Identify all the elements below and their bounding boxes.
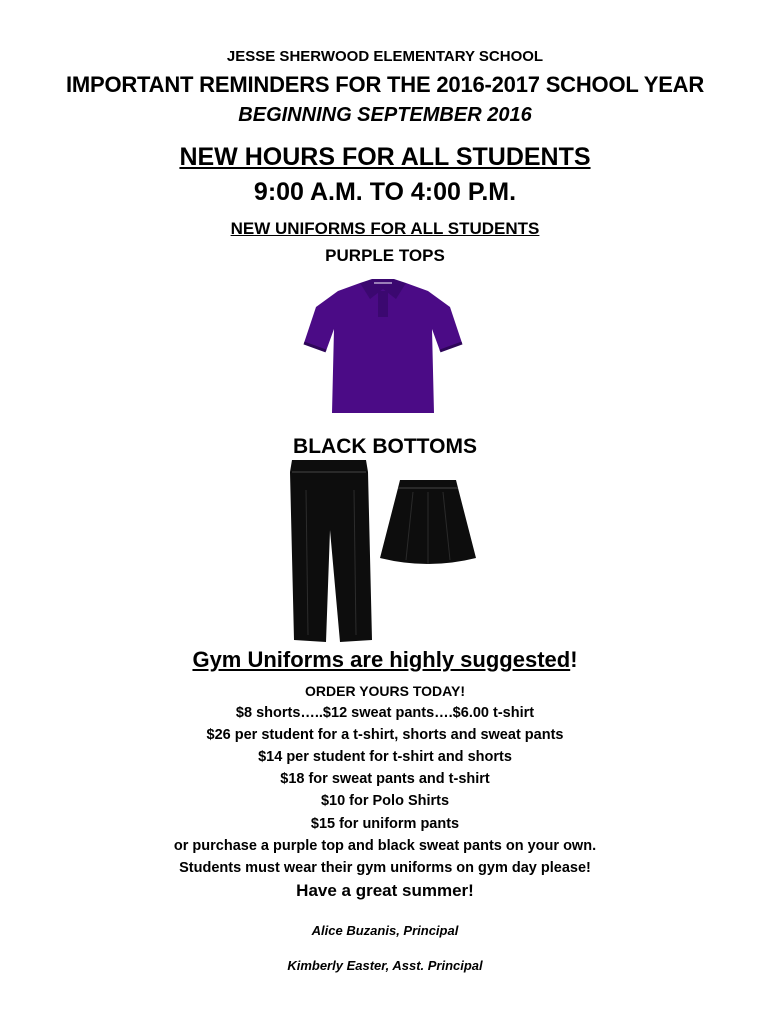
gym-heading-text: Gym Uniforms are highly suggested	[192, 647, 571, 672]
price-line: $8 shorts…..$12 sweat pants….$6.00 t-shirt	[235, 705, 535, 721]
pants-shape	[290, 460, 372, 642]
hours-heading: NEW HOURS FOR ALL STUDENTS	[179, 143, 591, 171]
price-line: $18 for sweat pants and t-shirt	[280, 771, 490, 787]
black-pants-image	[284, 460, 374, 644]
price-line: or purchase a purple top and black sweat pants on your own.	[173, 838, 597, 854]
main-title: IMPORTANT REMINDERS FOR THE 2016-2017 SCHOOL YEAR	[65, 72, 705, 97]
tops-label: PURPLE TOPS	[325, 246, 445, 265]
price-line: $14 per student for t-shirt and shorts	[258, 749, 512, 765]
subtitle: BEGINNING SEPTEMBER 2016	[238, 104, 532, 126]
uniforms-heading: NEW UNIFORMS FOR ALL STUDENTS	[230, 219, 540, 238]
price-line: $26 per student for a t-shirt, shorts and sweat pants	[206, 727, 564, 743]
gym-heading-exclamation: !	[570, 647, 578, 672]
black-skirt-image	[378, 478, 478, 566]
asst-principal-signature: Kimberly Easter, Asst. Principal	[287, 958, 483, 973]
shirt-placket	[378, 291, 388, 317]
closing-message: Have a great summer!	[296, 881, 474, 900]
price-line: Students must wear their gym uniforms on gym day please!	[179, 860, 591, 876]
gym-heading	[0, 647, 770, 673]
price-line: $10 for Polo Shirts	[320, 793, 450, 809]
order-line: ORDER YOURS TODAY!	[305, 683, 465, 699]
principal-signature: Alice Buzanis, Principal	[311, 923, 459, 938]
bottoms-label: BLACK BOTTOMS	[293, 435, 477, 458]
school-name: JESSE SHERWOOD ELEMENTARY SCHOOL	[226, 48, 544, 65]
price-line: $15 for uniform pants	[310, 816, 460, 832]
purple-polo-shirt-image	[298, 277, 466, 419]
school-hours: 9:00 A.M. TO 4:00 P.M.	[253, 178, 517, 206]
